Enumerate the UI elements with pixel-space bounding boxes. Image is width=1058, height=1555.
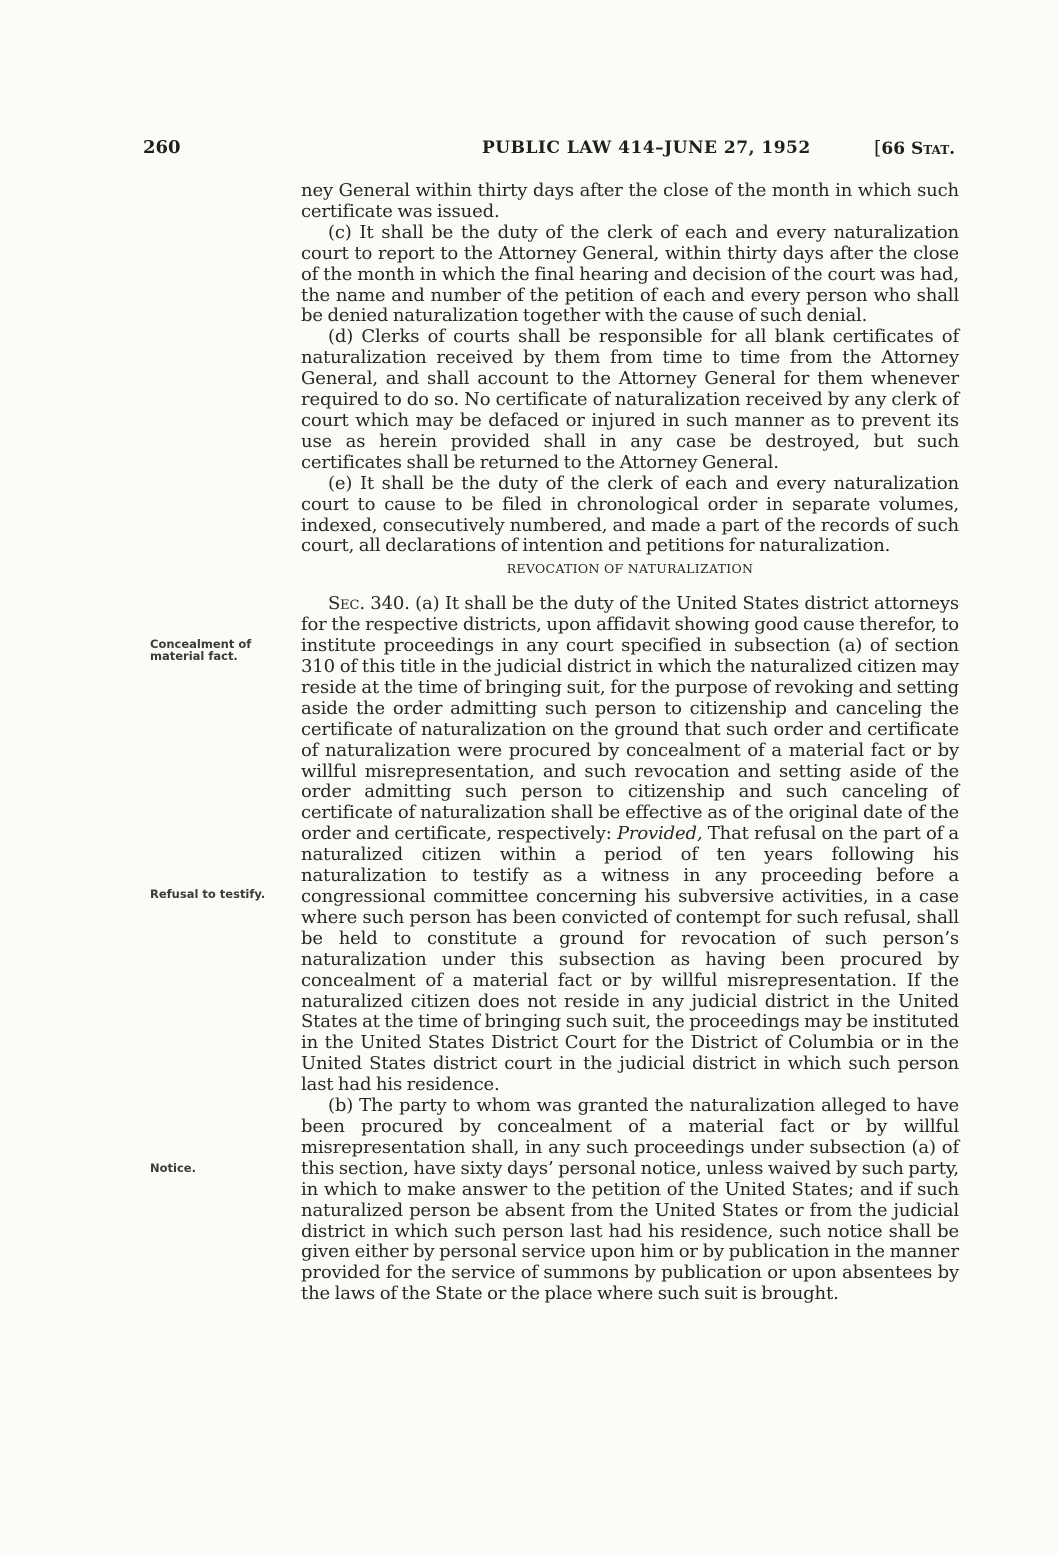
- section-340-b: (b) The party to whom was granted the naturalization alleged to have been procured by concealment of a material fact or by willful misrepresentation shall, in any such proceedings under subsection (a) of this section, have sixty days’ personal notice, unless waived by such party, in which to make answer to the petition of the United States; and if such naturalized person be absent from the United States or from the judicial district in which such person last had his residence, such notice shall be given either by personal service upon him or by publication in the manner provided for the service of summons by publication or upon absentees by the laws of the State or the place where such suit is brought.: [301, 1095, 959, 1305]
- margin-note-notice: Notice.: [150, 1161, 196, 1175]
- section-340-a: [301, 594, 959, 1096]
- margin-note-concealment: Concealment of material fact.: [150, 637, 252, 663]
- provided-term: Provided,: [616, 823, 703, 845]
- body-text: [301, 181, 959, 1305]
- paragraph-c: (c) It shall be the duty of the clerk of each and every naturalization court to report to the Attorney General, within thirty days after the close of the month in which the final hearing and decision of the court was had, the name and number of the petition of each and every person who shall be denied naturalization together with the cause of such denial.: [301, 221, 959, 327]
- paragraph-continuation: ney General within thirty days after the close of the month in which such certificate was issued.: [301, 180, 959, 222]
- section-label: Sec.: [328, 593, 365, 615]
- page-number: 260: [143, 137, 181, 158]
- statute-reference-label: 66 Stat.: [881, 139, 956, 159]
- section-heading: REVOCATION OF NATURALIZATION: [506, 561, 754, 577]
- section-340-a-text: 340. (a) It shall be the duty of the United States district attorneys for the respective districts, upon affidavit showing good cause therefor, to institute proceedings in any court specified in subsection (a) of section 310 of this title in the judicial district in which the naturalized citizen may reside at the time of bringing suit, for the purpose of revoking and setting aside the order admitting such person to citizenship and canceling the certificate of naturalization on the ground that such order and certificate of naturalization were procured by concealment of a material fact or by willful misrepresentation, and such revocation and setting aside of the order admitting such person to citizenship and such canceling of certificate of naturalization shall be effective as of the original date of the order and certificate, respectively:: [301, 593, 960, 845]
- running-header-title: PUBLIC LAW 414–JUNE 27, 1952: [482, 138, 811, 158]
- margin-note-refusal: Refusal to testify.: [150, 887, 266, 901]
- paragraph-e: (e) It shall be the duty of the clerk of each and every naturalization court to cause to be filed in chronological order in separate volumes, indexed, consecutively numbered, and made a part of the records of such court, all declarations of intention and petitions for naturalization.: [301, 472, 959, 557]
- statute-bracket: [: [874, 137, 882, 159]
- statute-reference: [874, 136, 955, 161]
- paragraph-d: (d) Clerks of courts shall be responsible for all blank certificates of naturalization received by them from time to time from the Attorney General, and shall account to the Attorney General for them whenever required to do so. No certificate of naturalization received by any clerk of court which may be defaced or injured in such manner as to prevent its use as herein provided shall in any case be destroyed, but such certificates shall be returned to the Attorney General.: [301, 326, 959, 473]
- section-340-a-rest: That refusal on the part of a naturalized citizen within a period of ten years following his naturalization to testify as a witness in any proceeding before a congressional committee concerning his subversive activities, in a case where such person has been convicted of contempt for such refusal, shall be held to constitute a ground for revocation of such person’s naturalization under this subsection as having been procured by concealment of a material fact or by willful misrepresentation. If the naturalized citizen does not reside in any judicial district in the United States at the time of bringing such suit, the proceedings may be instituted in the United States District Court for the District of Columbia or in the United States district court in the judicial district in which such person last had his residence.: [301, 823, 959, 1096]
